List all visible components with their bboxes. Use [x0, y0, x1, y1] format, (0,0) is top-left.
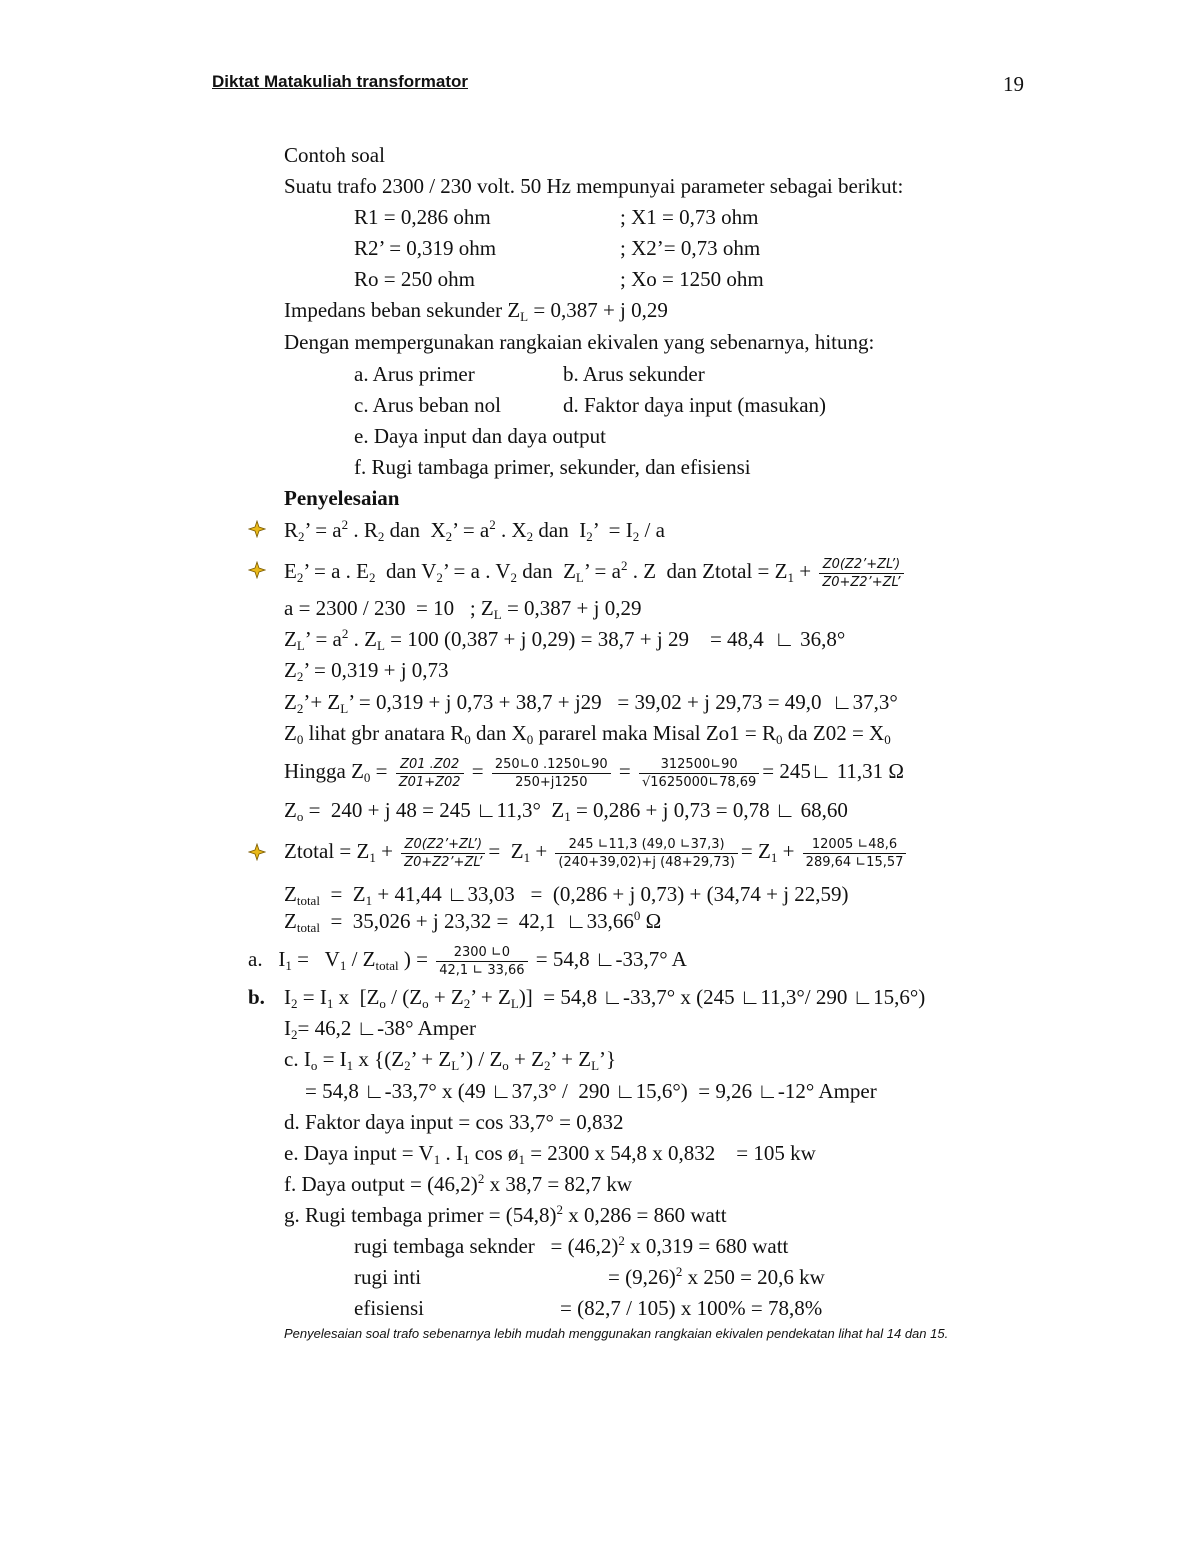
- solution-line-9: $Z_o = 240 + j$ 48 = 245 ∟11,3° $Z_1 = 0,286 + j$ 0,73 = 0,78 ∟ 68,60: [284, 798, 848, 824]
- hingga-fraction-1: $\frac{Z01 .Z02}{Z01+Z02}$: [396, 757, 464, 790]
- param-r1: R1 = 0,286 ohm: [354, 205, 491, 229]
- solution-line-10: Ztotal = $Z_1$ + $\frac{Z0(Z2’+ZL’)}{Z0+Z2’+ZL’}$ = $Z_1$ + $\frac{245 ∟11,3 (49,0 ∟37,3)}{(240+39,02)+j (48+29,73)}$ = $Z_1$ + $\frac{12005 ∟48,6}{289,64 ∟15,57}$: [284, 829, 909, 873]
- solution-line-6: $Z_2’+ Z_L$’ = 0,319 + j 0,73 + 38,7 + j29 = 39,02 + j 29,73 = 49,0 ∟37,3°: [284, 690, 898, 716]
- answer-a-fraction: $\frac{2300 ∟0}{42,1 ∟ 33,66}$: [436, 945, 527, 978]
- answer-e: e. Daya input = $V_1$ . $I_1$ $\cos ø_1 = 2300$ x 54,8 x 0,832 = 105 kw: [284, 1141, 816, 1167]
- answer-g-secondary: rugi tembaga seknder = $(46,2)^2$ x 0,319 = 680 watt: [354, 1233, 789, 1258]
- task-b: b. Arus sekunder: [563, 362, 705, 386]
- task-f: f. Rugi tambaga primer, sekunder, dan efisiensi: [354, 455, 751, 479]
- answer-d: d. Faktor daya input = cos 33,7° = 0,832: [284, 1110, 624, 1134]
- answer-c: c. $I_o = I_1$ x {($Z_2$’ + $Z_L’) / Z_o + Z_2$’ + $Z_L$’}: [284, 1047, 617, 1073]
- problem-heading: Contoh soal: [284, 143, 385, 167]
- footnote: Penyelesaian soal trafo sebenarnya lebih mudah menggunakan rangkaian ekivalen pendekatan lihat hal 14 dan 15.: [284, 1326, 949, 1341]
- solution-line-11: $Z_{total} = Z_1 + 41,44$ ∟33,03 = (0,286 + j 0,73) + (34,74 + j 22,59): [284, 882, 849, 908]
- answer-a: a. $I_1 = V_1 / Z_{total}$ ) = $\frac{2300 ∟0}{42,1 ∟ 33,66}$ = 54,8 ∟-33,7° A: [248, 944, 687, 978]
- task-e: e. Daya input dan daya output: [354, 424, 606, 448]
- hingga-fraction-3: $\frac{312500∟90}{√1625000∟78,69}$: [639, 757, 759, 790]
- solution-line-3: a = 2300 / 230 = 10 ; $Z_L = 0,387 + j$ 0,29: [284, 596, 642, 622]
- solution-line-5: $Z_2$’ = 0,319 + j 0,73: [284, 658, 449, 684]
- task-a: a. Arus primer: [354, 362, 475, 386]
- answer-g-core-value: = $(9,26)^2$ x 250 = 20,6 kw: [608, 1264, 825, 1289]
- answer-c-result: = 54,8 ∟-33,7° x (49 ∟37,3° / 290 ∟15,6°) = 9,26 ∟-12° Amper: [284, 1079, 877, 1103]
- ztotal-fraction-2: $\frac{Z0(Z2’+ZL’)}{Z0+Z2’+ZL’}$: [401, 837, 485, 870]
- star-bullet-icon: [248, 843, 266, 861]
- param-r2: R2’ = 0,319 ohm: [354, 236, 497, 260]
- star-bullet-icon: [248, 561, 266, 579]
- answer-g-core: rugi inti: [354, 1265, 422, 1289]
- ztotal-fraction-4: $\frac{12005 ∟48,6}{289,64 ∟15,57}$: [803, 837, 907, 870]
- star-bullet-icon: [248, 520, 266, 538]
- param-x2: ; X2’= 0,73 ohm: [620, 236, 761, 260]
- task-d: d. Faktor daya input (masukan): [563, 393, 827, 417]
- answer-b-label: b.: [248, 985, 265, 1009]
- load-impedance: Impedans beban sekunder $Z_L = 0,387 + j$ 0,29: [284, 298, 668, 324]
- answer-g-efficiency-value: = (82,7 / 105) x 100% = 78,8%: [560, 1296, 823, 1320]
- answer-b-result: $I_2= 46,2$ ∟-38° Amper: [284, 1016, 476, 1042]
- answer-f: f. Daya output = $(46,2)^2$ x 38,7 = 82,7 kw: [284, 1171, 633, 1196]
- solution-line-4: $Z_L$’ = $a^2$ . $Z_L = 100$ (0,387 + j 0,29) = 38,7 + j 29 = 48,4 ∟ 36,8°: [284, 626, 846, 653]
- task-c: c. Arus beban nol: [354, 393, 501, 417]
- problem-intro: Suatu trafo 2300 / 230 volt. 50 Hz mempunyai parameter sebagai berikut:: [284, 174, 904, 198]
- solution-line-1: $R_2$’ = $a^2$ . $R_2$ dan $X_2$’ = $a^2$ . $X_2$ dan $I_2$’ = $I_2$ / a: [284, 517, 665, 544]
- page-number: 19: [1003, 72, 1024, 96]
- instruction: Dengan mempergunakan rangkaian ekivalen yang sebenarnya, hitung:: [284, 330, 875, 354]
- solution-line-12: $Z_{total} = 35,026 + j$ 23,32 = 42,1 ∟33,66$^0$ Ω: [284, 908, 662, 935]
- param-ro: Ro = 250 ohm: [354, 267, 475, 291]
- solution-line-8: Hingga $Z_0$ = $\frac{Z01 .Z02}{Z01+Z02}$ = $\frac{250∟0 .1250∟90}{250+j1250}$ = $\frac{312500∟90}{√1625000∟78,69}$ = 245∟ 11,31 Ω: [284, 756, 905, 790]
- answer-g-efficiency: efisiensi: [354, 1296, 424, 1320]
- param-x1: ; X1 = 0,73 ohm: [620, 205, 759, 229]
- ztotal-fraction: $\frac{Z0(Z2’+ZL’)}{Z0+Z2’+ZL’}$: [819, 557, 903, 590]
- solution-heading: Penyelesaian: [284, 486, 400, 510]
- document-title: Diktat Matakuliah transformator: [212, 72, 468, 91]
- hingga-fraction-2: $\frac{250∟0 .1250∟90}{250+j1250}$: [492, 757, 611, 790]
- solution-line-2: $E_2$’ = a . $E_2$ dan $V_2$’ = a . $V_2$ dan $Z_L$’ = $a^2$ . Z dan Ztotal = $Z_1$ + $\frac{Z0(Z2’+ZL’)}{Z0+Z2’+ZL’}$: [284, 549, 907, 593]
- ztotal-fraction-3: $\frac{245 ∟11,3 (49,0 ∟37,3)}{(240+39,02)+j (48+29,73)}$: [555, 837, 738, 870]
- answer-b: $I_2 = I_1$ x [$Z_o / (Z_o + Z_2$’ + $Z_L)] = 54,8$ ∟-33,7° x (245 ∟11,3°/ 290 ∟15,6°): [284, 985, 926, 1011]
- answer-g: g. Rugi tembaga primer = $(54,8)^2$ x 0,286 = 860 watt: [284, 1202, 727, 1227]
- solution-line-7: $Z_0$ lihat gbr anatara $R_0$ dan $X_0$ pararel maka Misal $Zo1 = R_0$ da $Z02 = X_0$: [284, 721, 891, 747]
- param-xo: ; Xo = 1250 ohm: [620, 267, 764, 291]
